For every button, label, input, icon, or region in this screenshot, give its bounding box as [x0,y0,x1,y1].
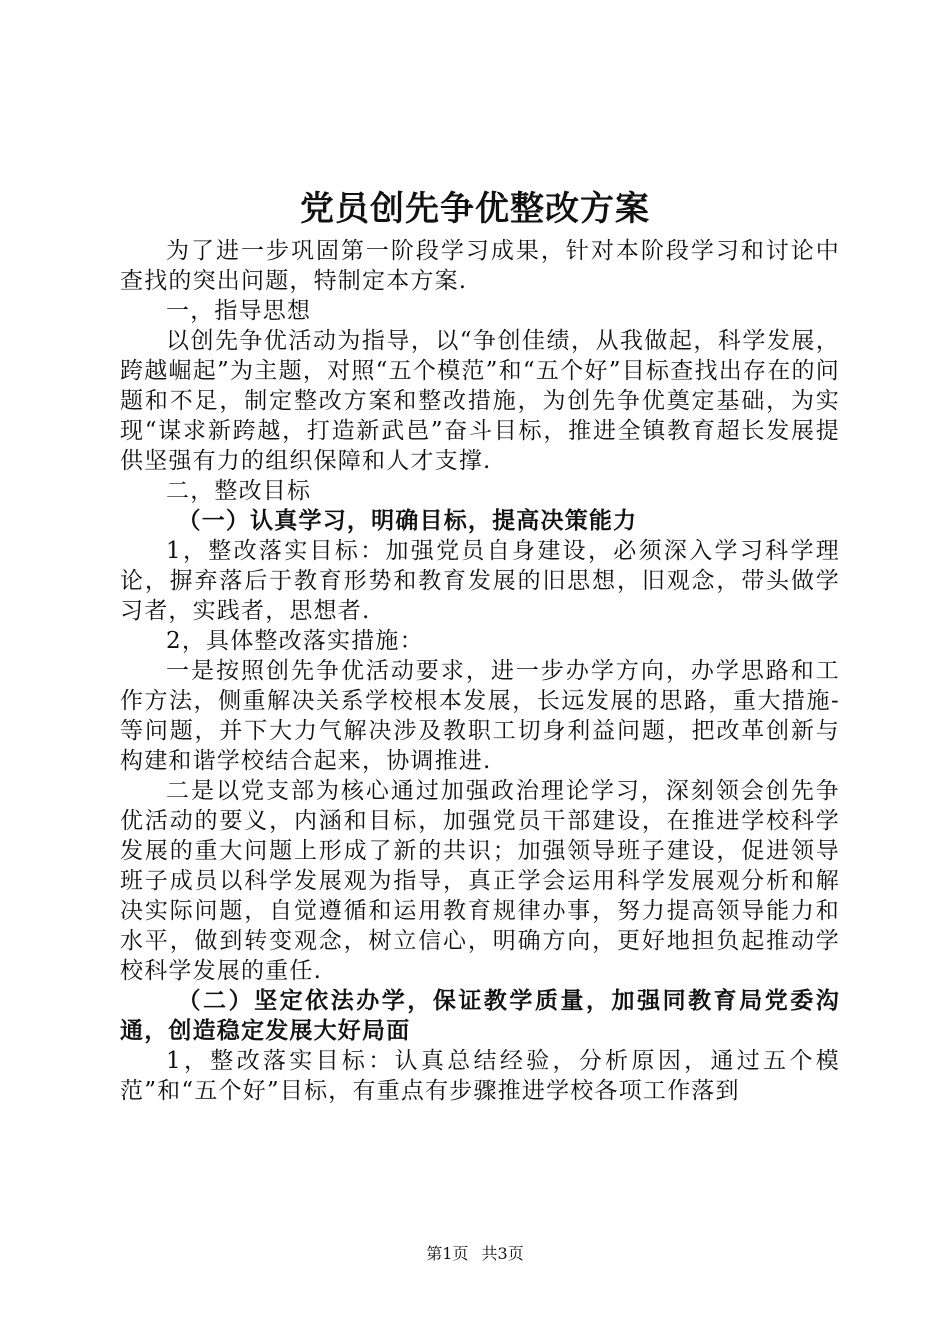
paragraph: 2，具体整改落实措施： [166,628,424,654]
paragraph: 一是按照创先争优活动要求，进一步办学方向，办学思路和工作方法，侧重解决关系学校根本发展，长远发展的思路，重大措施-等问题，并下大力气解决涉及教职工切身利益问题，把改革创新与构建和谐学校结合起来，协调推进. [120,658,840,774]
paragraph: 为了进一步巩固第一阶段学习成果，针对本阶段学习和讨论中查找的突出问题，特制定本方案. [120,238,840,294]
paragraph: 一，指导思想 [166,298,312,324]
paragraph: 1，整改落实目标：加强党员自身建设，必须深入学习科学理论，摒弃落后于教育形势和教育发展的旧思想，旧观念，带头做学习者，实践者，思想者. [120,538,840,624]
page-footer [0,1244,950,1264]
paragraph: 1，整改落实目标：认真总结经验，分析原因，通过五个模范”和“五个好”目标，有重点有步骤推进学校各项工作落到 [120,1048,840,1104]
section-heading: （一）认真学习，明确目标，提高决策能力 [177,508,638,534]
section-heading: （二）坚定依法办学，保证教学质量，加强同教育局党委沟通，创造稳定发展大好局面 [120,988,840,1044]
paragraph: 二，整改目标 [166,478,312,504]
page-number: 第1页 [426,1244,469,1263]
paragraph: 二是以党支部为核心通过加强政治理论学习，深刻领会创先争优活动的要义，内涵和目标，加强党员干部建设，在推进学校科学发展的重大问题上形成了新的共识；加强领导班子建设，促进领导班子成员以科学发展观为指导，真正学会运用科学发展观分析和解决实际问题，自觉遵循和运用教育规律办事，努力提高领导能力和水平，做到转变观念，树立信心，明确方向，更好地担负起推动学校科学发展的重任. [120,778,840,984]
paragraph: 以创先争优活动为指导，以“争创佳绩，从我做起，科学发展，跨越崛起”为主题，对照“五个模范”和“五个好”目标查找出存在的问题和不足，制定整改方案和整改措施，为创先争优奠定基础，为实现“谋求新跨越，打造新武邑”奋斗目标，推进全镇教育超长发展提供坚强有力的组织保障和人才支撑. [120,328,840,474]
page-total: 共3页 [481,1244,524,1263]
document-title: 党员创先争优整改方案 [300,189,650,229]
document-body [120,236,840,1106]
